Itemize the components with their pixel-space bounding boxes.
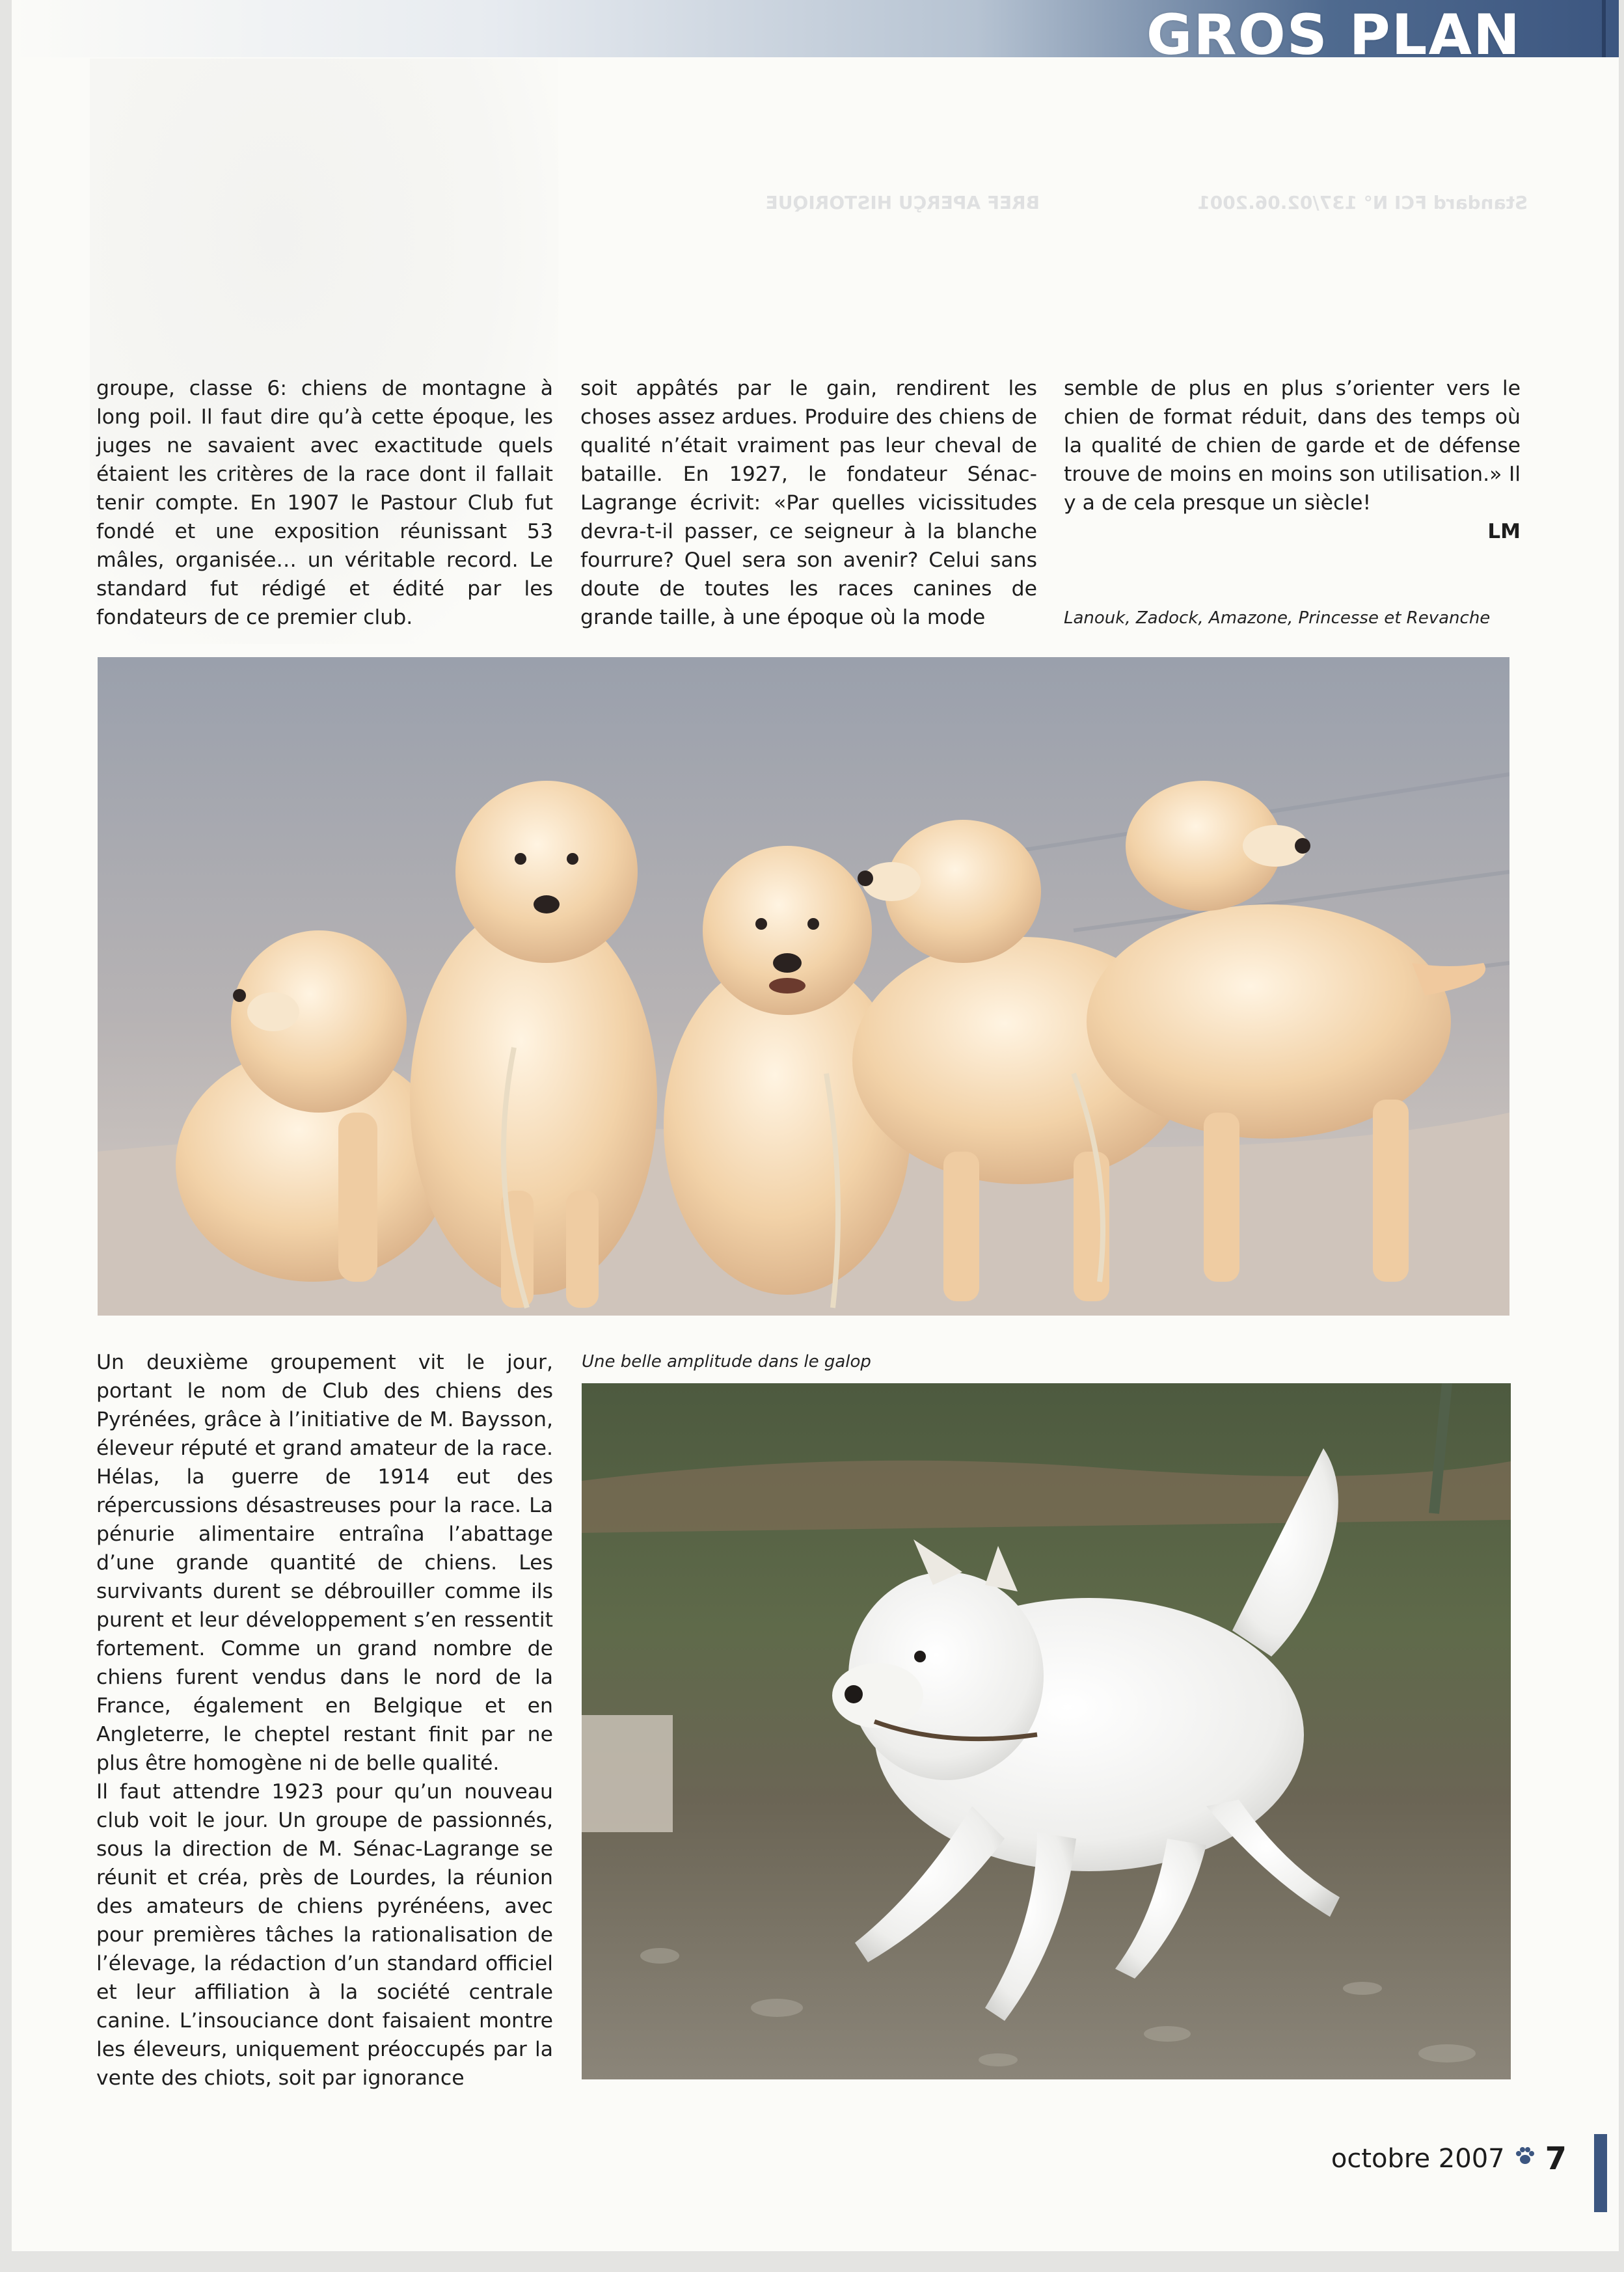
paragraph: semble de plus en plus s’orienter vers le chien de format réduit, dans des temps où la qualité de chien de garde et de défense trouve de moins en moins son utilisation.» Il y a de cela presque un siècle! [1064,377,1521,515]
photo-five-pyrenean-dogs [98,657,1509,1316]
photo-running-dog [582,1383,1511,2079]
column-bottom-left [96,1348,553,2092]
paragraph: Il faut attendre 1923 pour qu’un nouveau club voit le jour. Un groupe de passionnés, sous la direction de M. Sénac-Lagrange se réunit et créa, près de Lourdes, la réunion des amateurs de chiens pyrénéens, avec pour premières tâches la rationalisation de l’élevage, la rédaction d’un standard officiel et leur affiliation à la société centrale canine. L’insouciance dont faisaient montre les éleveurs, uniquement préoccupés par la vente des chiots, soit par ignorance [96,1780,553,2090]
page-footer [1331,2141,1567,2177]
column-top-right [1064,374,1521,546]
bleed-through-heading-middle: BREF APERÇU HISTORIQUE [765,192,1040,213]
page-number: 7 [1545,2141,1567,2177]
caption-galop-photo: Une belle amplitude dans le galop [582,1352,871,1372]
paw-icon [1514,2144,1536,2174]
magazine-page [12,0,1619,2251]
author-signature: LM [1487,520,1521,543]
running-dog-illustration [582,1383,1511,2079]
dog-group-illustration [98,657,1509,1316]
column-top-left [96,374,553,632]
header-edge-marker [1602,0,1619,57]
column-top-middle [580,374,1037,632]
issue-date: octobre 2007 [1331,2144,1505,2174]
paragraph: Un deuxième groupement vit le jour, portant le nom de Club des chiens des Pyrénées, grâce à l’initiative de M. Baysson, éleveur réputé et grand amateur de la race. Hélas, la guerre de 1914 eut des répercussions désastreuses pour la race. La pénurie alimentaire entraîna l’abattage d’une grande quantité de chiens. Les survivants durent se débrouiller comme ils purent et leur développement s’en ressentit fortement. Comme un grand nombre de chiens furent vendus dans le nord de la France, également en Belgique et en Angleterre, le cheptel restant finit par ne plus être homogène ni de belle qualité. [96,1351,553,1775]
bleed-through-heading-right: Standard FCI N° 137/02.06.2001 [1197,192,1528,213]
footer-accent-bar [1594,2134,1607,2212]
caption-group-photo: Lanouk, Zadock, Amazone, Princesse et Revanche [1064,608,1491,628]
paragraph: groupe, classe 6: chiens de montagne à long poil. Il faut dire qu’à cette époque, les juges ne savaient avec exactitude quels étaient les critères de la race dont il fallait tenir compte. En 1907 le Pastour Club fut fondé et une exposition réunissant 53 mâles, organisée… un véritable record. Le standard fut rédigé et édité par les fondateurs de ce premier club. [96,377,553,629]
section-title: GROS PLAN [1146,3,1521,68]
paragraph: soit appâtés par le gain, rendirent les choses assez ardues. Produire des chiens de qualité n’était vraiment pas leur cheval de bataille. En 1927, le fondateur Sénac-Lagrange écrivit: «Par quelles vicissitudes devra-t-il passer, ce seigneur à la blanche fourrure? Quel sera son avenir? Celui sans doute de toutes les races canines de grande taille, à une époque où la mode [580,377,1037,629]
